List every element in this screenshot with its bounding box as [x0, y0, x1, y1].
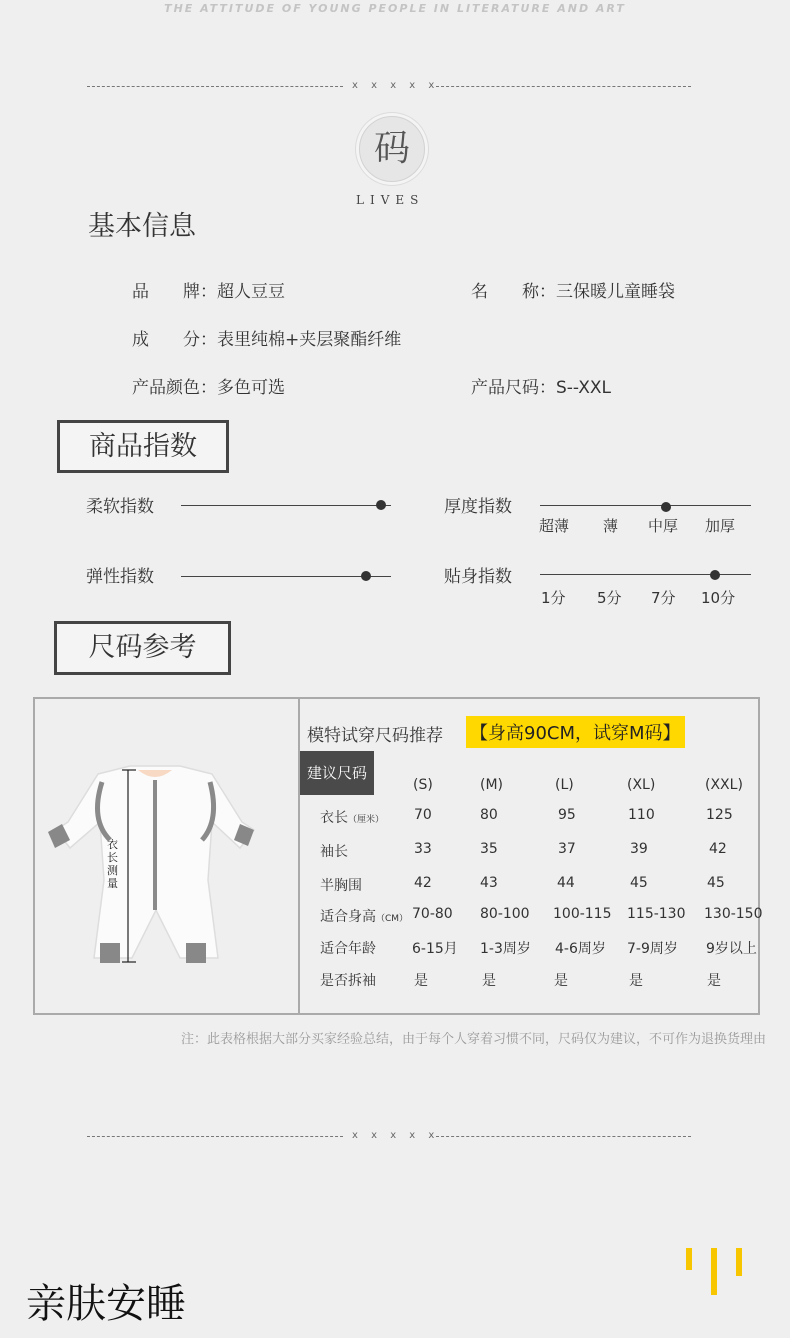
brand-label: 品 牌：: [132, 282, 217, 302]
row-label-chest: 半胸围: [320, 878, 362, 894]
table-cell: 95: [558, 807, 576, 823]
table-cell: 130-150: [704, 906, 763, 922]
table-cell: 44: [557, 875, 575, 891]
table-cell: 4-6周岁: [555, 941, 606, 957]
divider-marks: x x x x x: [352, 1130, 440, 1141]
size-table-divider: [298, 699, 300, 1013]
table-cell: 是: [707, 973, 721, 989]
table-cell: 是: [482, 973, 496, 989]
size-row: [471, 373, 611, 398]
size-ref-title: 尺码参考: [54, 621, 231, 675]
softness-track: [181, 505, 391, 506]
divider-marks: x x x x x: [352, 80, 440, 91]
material-value: 表里纯棉+夹层聚酯纤维: [217, 330, 402, 350]
sleepsuit-illustration: [40, 760, 265, 970]
size-note: 注：此表格根据大部分买家经验总结，由于每个人穿着习惯不同，尺码仅为建议，不可作为退换货理由: [180, 1032, 766, 1047]
name-label: 名 称：: [471, 282, 556, 302]
thickness-marker: [661, 502, 671, 512]
table-cell: 6-15月: [412, 941, 458, 957]
basic-info-title: 基本信息: [88, 211, 196, 242]
accent-bar: [736, 1248, 742, 1276]
thickness-option: 中厚: [648, 517, 679, 535]
row-label-unit: （CM）: [376, 914, 409, 924]
table-cell: 80: [480, 807, 498, 823]
color-label: 产品颜色：: [132, 378, 217, 398]
size-header: (L): [555, 777, 574, 793]
table-cell: 39: [630, 841, 648, 857]
indices-title: 商品指数: [57, 420, 229, 473]
size-header: (S): [413, 777, 433, 793]
name-value: 三保暖儿童睡袋: [556, 282, 675, 302]
material-row: [132, 325, 401, 350]
divider-line-right: [436, 86, 691, 87]
table-cell: 是: [414, 973, 428, 989]
badge-subtitle: LIVES: [356, 193, 425, 207]
table-cell: 70: [414, 807, 432, 823]
table-cell: 43: [480, 875, 498, 891]
softness-marker: [376, 500, 386, 510]
table-cell: 42: [414, 875, 432, 891]
color-value: 多色可选: [217, 378, 285, 398]
material-label: 成 分：: [132, 330, 217, 350]
fit-option: 1分: [541, 589, 566, 607]
divider-line-right: [436, 1136, 691, 1137]
footer-title: 亲肤安睡: [26, 1281, 186, 1327]
size-header: (XL): [627, 777, 656, 793]
table-cell: 9岁以上: [706, 941, 757, 957]
thickness-option: 加厚: [705, 517, 736, 535]
brand-value: 超人豆豆: [217, 282, 285, 302]
thickness-option: 超薄: [539, 517, 570, 535]
tagline: THE ATTITUDE OF YOUNG PEOPLE IN LITERATURE AND ART: [164, 2, 626, 15]
thickness-option: 薄: [603, 517, 619, 535]
table-cell: 115-130: [627, 906, 686, 922]
measure-label: 衣长测量: [107, 838, 118, 890]
table-cell: 是: [629, 973, 643, 989]
softness-label: 柔软指数: [86, 497, 154, 517]
thickness-track: [540, 505, 751, 506]
name-row: [471, 277, 675, 302]
table-cell: 45: [707, 875, 725, 891]
table-cell: 45: [630, 875, 648, 891]
divider-line-left: [87, 1136, 343, 1137]
table-cell: 70-80: [412, 906, 453, 922]
model-highlight: 【身高90CM，试穿M码】: [466, 716, 685, 748]
fit-label: 贴身指数: [444, 567, 512, 587]
table-cell: 1-3周岁: [480, 941, 531, 957]
accent-bar: [711, 1248, 717, 1295]
color-row: [132, 373, 285, 398]
row-label-age: 适合年龄: [320, 941, 376, 957]
table-cell: 100-115: [553, 906, 612, 922]
suggested-size-label: 建议尺码: [300, 751, 374, 795]
fit-option: 7分: [651, 589, 676, 607]
elasticity-track: [181, 576, 391, 577]
garment-body-shape: [48, 766, 254, 963]
model-recommendation: 模特试穿尺码推荐: [307, 726, 443, 746]
table-cell: 37: [558, 841, 576, 857]
elasticity-label: 弹性指数: [86, 567, 154, 587]
divider-line-left: [87, 86, 343, 87]
row-label-length: [320, 807, 384, 827]
fit-option: 5分: [597, 589, 622, 607]
row-label-unit: （厘米）: [348, 815, 385, 825]
fit-option: 10分: [701, 589, 736, 607]
table-cell: 是: [554, 973, 568, 989]
row-label-sleeve: 袖长: [320, 844, 348, 860]
thickness-label: 厚度指数: [444, 497, 512, 517]
size-header: (XXL): [705, 777, 743, 793]
size-header: (M): [480, 777, 504, 793]
row-label-text: 适合身高: [320, 909, 376, 925]
size-badge-circle: 码: [359, 116, 425, 182]
table-cell: 7-9周岁: [627, 941, 678, 957]
table-cell: 80-100: [480, 906, 530, 922]
size-label: 产品尺码：: [471, 378, 556, 398]
elasticity-marker: [361, 571, 371, 581]
table-cell: 33: [414, 841, 432, 857]
table-cell: 110: [628, 807, 655, 823]
table-cell: 35: [480, 841, 498, 857]
row-label-text: 衣长: [320, 810, 348, 826]
fit-marker: [710, 570, 720, 580]
row-label-detachable: 是否拆袖: [320, 973, 376, 989]
size-value: S--XXL: [556, 378, 611, 398]
row-label-height: [320, 906, 408, 926]
table-cell: 42: [709, 841, 727, 857]
brand-row: [132, 277, 285, 302]
accent-bar: [686, 1248, 692, 1270]
table-cell: 125: [706, 807, 733, 823]
